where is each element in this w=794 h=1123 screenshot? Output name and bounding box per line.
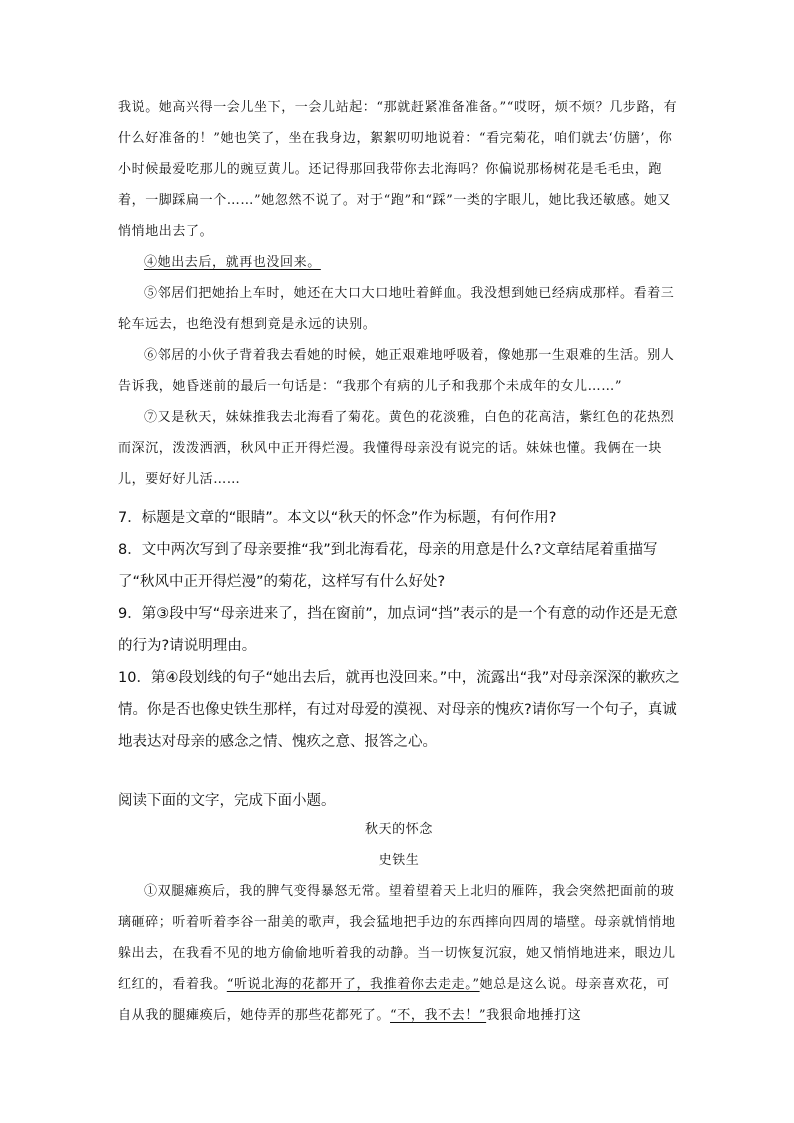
paragraph: 我说。她高兴得一会儿坐下，一会儿站起：“那就赶紧准备准备。”“哎呀，烦不烦？几步路，有什么好准备的！”她也笑了，坐在我身边，絮絮叨叨地说着：“看完菊花，咱们就去‘仿膳’，你小时候最爱吃那儿的豌豆黄儿。还记得那回我带你去北海吗？你偏说那杨树花是毛毛虫，跑着，一脚踩扁一个……”她忽然不说了。对于“跑”和“踩”一类的字眼儿，她比我还敏感。她又悄悄地出去了。 [118,100,678,239]
paragraph-6: ⑥邻居的小伙子背着我去看她的时候，她正艰难地呼吸着，像她那一生艰难的生活。别人告诉我，她昏迷前的最后一句话是：“我那个有病的儿子和我那个未成年的女儿……” [118,348,675,394]
paragraph-1-text-3: 我狠命地捶打这 [486,1008,582,1023]
paragraph-1 [118,876,680,1031]
underlined-sentence: ④她出去后，就再也没回来。 [144,255,321,270]
question-9: 9．第③段中写“母亲进来了，挡在窗前”，加点词“挡”表示的是一个有意的动作还是无意的行为?请说明理由。 [118,606,678,654]
passage-2 [118,814,680,1031]
instruction-text: 阅读下面的文字，完成下面小题。 [118,793,336,809]
question-list [118,502,680,758]
paragraph-1-text-2: 她总是这么说。母亲喜欢花，可自从我的腿瘫痪后，她侍弄的那些花都死了。 [118,977,671,1023]
paragraph-1-text: ①双腿瘫痪后，我的脾气变得暴怒无常。望着望着天上北归的雁阵，我会突然把面前的玻璃砸碎；听着听着李谷一甜美的歌声，我会猛地把手边的东西摔向四周的墙壁。母亲就悄悄地躲出去，在我看不见的地方偷偷地听着我的动静。当一切恢复沉寂，她又悄悄地进来，眼边儿红红的，看着我。 [118,884,676,992]
paragraph-4 [118,247,680,278]
passage-title: 秋天的怀念 [364,822,433,837]
passage-author: 史铁生 [378,853,420,868]
underlined-quote-1: “听说北海的花都开了，我推着你去走走。” [226,977,480,992]
question-7: 7．标题是文章的“眼睛”。本文以“秋天的怀念”作为标题，有何作用? [118,510,557,526]
underlined-quote-2: “不，我不去！” [390,1008,487,1023]
reading-instruction [118,785,680,817]
question-10: 10．第④段划线的句子“她出去后，就再也没回来。”中，流露出“我”对母亲深深的歉疚之情。你是否也像史铁生那样，有过对母爱的漠视、对母亲的愧疚?请你写一个句子，真诚地表达对母亲的感念之情、愧疚之意、报答之心。 [118,670,680,750]
question-8: 8．文中两次写到了母亲要推“我”到北海看花，母亲的用意是什么?文章结尾着重描写了“秋风中正开得烂漫”的菊花，这样写有什么好处? [118,542,658,590]
paragraph-5: ⑤邻居们把她抬上车时，她还在大口大口地吐着鲜血。我没想到她已经病成那样。看着三轮车远去，也绝没有想到竟是永远的诀别。 [118,286,675,332]
paragraph-7: ⑦又是秋天，妹妹推我去北海看了菊花。黄色的花淡雅，白色的花高洁，紫红色的花热烈而深沉，泼泼洒洒，秋风中正开得烂漫。我懂得母亲没有说完的话。妹妹也懂。我俩在一块儿，要好好儿活…… [118,410,675,487]
passage-continuation [118,92,680,495]
